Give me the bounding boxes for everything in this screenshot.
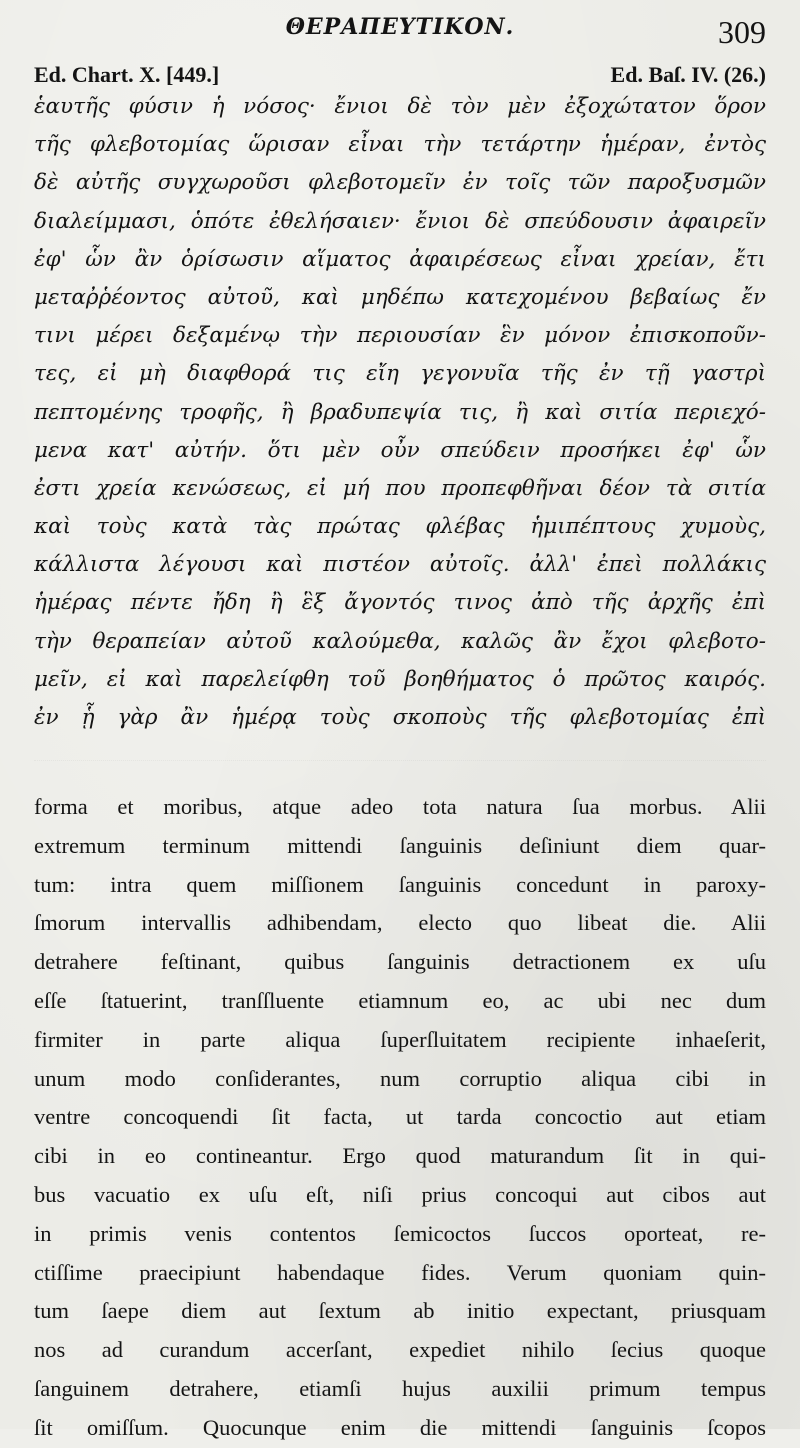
latin-text-line: ventre concoquendi ſit facta, ut tarda concoctio aut etiam (34, 1104, 766, 1130)
latin-text-line: firmiter in parte aliqua ſuperſluitatem recipiente inhaeſerit, (34, 1026, 766, 1052)
latin-text-line: tum: intra quem miſſionem ſanguinis concedunt in paroxy- (34, 871, 766, 897)
greek-text-line: τὴν θεραπείαν αὐτοῦ καλούμεθα, καλῶς ἂν ἔχοι φλεβοτο- (34, 628, 766, 654)
greek-text-line: ἡμέρας πέντε ἤδη ἢ ἓξ ἄγοντός τινος ἀπὸ τῆς ἀρχῆς ἐπὶ (34, 590, 766, 616)
greek-text-line: τινι μέρει δεξαμένῳ τὴν περιουσίαν ἓν μόνον ἐπισκοποῦν- (34, 323, 766, 349)
greek-text-line: τῆς φλεβοτομίας ὥρισαν εἶναι τὴν τετάρτην ἡμέραν, ἐντὸς (34, 132, 766, 158)
latin-text-line: unum modo conſiderantes, num corruptio aliqua cibi in (34, 1065, 766, 1091)
latin-text-line: ctiſſime praecipiunt habendaque fides. Verum quoniam quin- (34, 1259, 766, 1285)
greek-text-line: ἑαυτῆς φύσιν ἡ νόσος· ἔνιοι δὲ τὸν μὲν ἐξοχώτατον ὅρον (34, 94, 766, 119)
latin-text-line: ſit omiſſum. Quocunque enim die mittendi ſanguinis ſcopos (34, 1414, 766, 1440)
latin-text-line: extremum terminum mittendi ſanguinis deſiniunt diem quar- (34, 832, 766, 858)
greek-text-line: ἐστι χρεία κενώσεως, εἰ μή που προπεφθῆναι δέον τὰ σιτία (34, 475, 766, 501)
running-header-title: ΘΕΡΑΠΕΥΤΙΚΟΝ. (285, 14, 515, 40)
greek-text-line: ἐφ' ὧν ἂν ὁρίσωσιν αἵματος ἀφαιρέσεως εἶναι χρείαν, ἔτι (34, 246, 766, 272)
latin-text-line: in primis venis contentos ſemicoctos ſuccos oporteat, re- (34, 1220, 766, 1246)
page-divider-space (34, 760, 766, 785)
greek-text-line: καὶ τοὺς κατὰ τὰς πρώτας φλέβας ἡμιπέπτους χυμοὺς, (34, 514, 766, 540)
greek-text-line: πεπτομένης τροφῆς, ἢ βραδυπεψία τις, ἢ καὶ σιτία περιεχό- (34, 399, 766, 425)
edition-reference-chartier: Ed. Chart. X. [449.] (34, 62, 220, 87)
latin-text-line: ſmorum intervallis adhibendam, electo quo libeat die. Alii (34, 910, 766, 936)
greek-text-line: τες, εἰ μὴ διαφθορά τις εἴη γεγονυῖα τῆς ἐν τῇ γαστρὶ (34, 361, 766, 387)
greek-text-line: ἐν ᾗ γὰρ ἂν ἡμέρᾳ τοὺς σκοποὺς τῆς φλεβοτομίας ἐπὶ (34, 705, 766, 730)
latin-text-line: bus vacuatio ex uſu eſt, niſi prius concoqui aut cibos aut (34, 1181, 766, 1207)
greek-text-block (34, 88, 766, 737)
latin-text-line: forma et moribus, atque adeo tota natura ſua morbus. Alii (34, 794, 766, 819)
greek-text-line: δὲ αὐτῆς συγχωροῦσι φλεβοτομεῖν ἐν τοῖς τῶν παροξυσμῶν (34, 170, 766, 196)
greek-text-line: μεῖν, εἰ καὶ παρελείφθη τοῦ βοηθήματος ὁ πρῶτος καιρός. (34, 666, 766, 692)
latin-text-line: tum ſaepe diem aut ſextum ab initio expectant, priusquam (34, 1298, 766, 1324)
latin-text-line: eſſe ſtatuerint, tranſſluente etiamnum eo, ac ubi nec dum (34, 987, 766, 1013)
latin-text-line: nos ad curandum accerſant, expediet nihilo ſecius quoque (34, 1337, 766, 1363)
greek-text-line: μεταῤῥέοντος αὐτοῦ, καὶ μηδέπω κατεχομένου βεβαίως ἔν (34, 284, 766, 310)
edition-reference-basel: Ed. Baſ. IV. (26.) (610, 62, 766, 87)
greek-text-line: μενα κατ' αὐτήν. ὅτι μὲν οὖν σπεύδειν προσήκει ἐφ' ὧν (34, 437, 766, 463)
greek-text-line: διαλείμμασι, ὁπότε ἐθελήσαιεν· ἔνιοι δὲ σπεύδουσιν ἀφαιρεῖν (34, 208, 766, 234)
latin-text-block (34, 788, 766, 1448)
latin-text-line: cibi in eo contineantur. Ergo quod maturandum ſit in qui- (34, 1143, 766, 1169)
latin-text-line: detrahere feſtinant, quibus ſanguinis detractionem ex uſu (34, 949, 766, 975)
page-number: 309 (718, 14, 766, 50)
latin-text-line: ſanguinem detrahere, etiamſi hujus auxilii primum tempus (34, 1375, 766, 1401)
greek-text-line: κάλλιστα λέγουσι καὶ πιστέον αὐτοῖς. ἀλλ' ἐπεὶ πολλάκις (34, 552, 766, 578)
